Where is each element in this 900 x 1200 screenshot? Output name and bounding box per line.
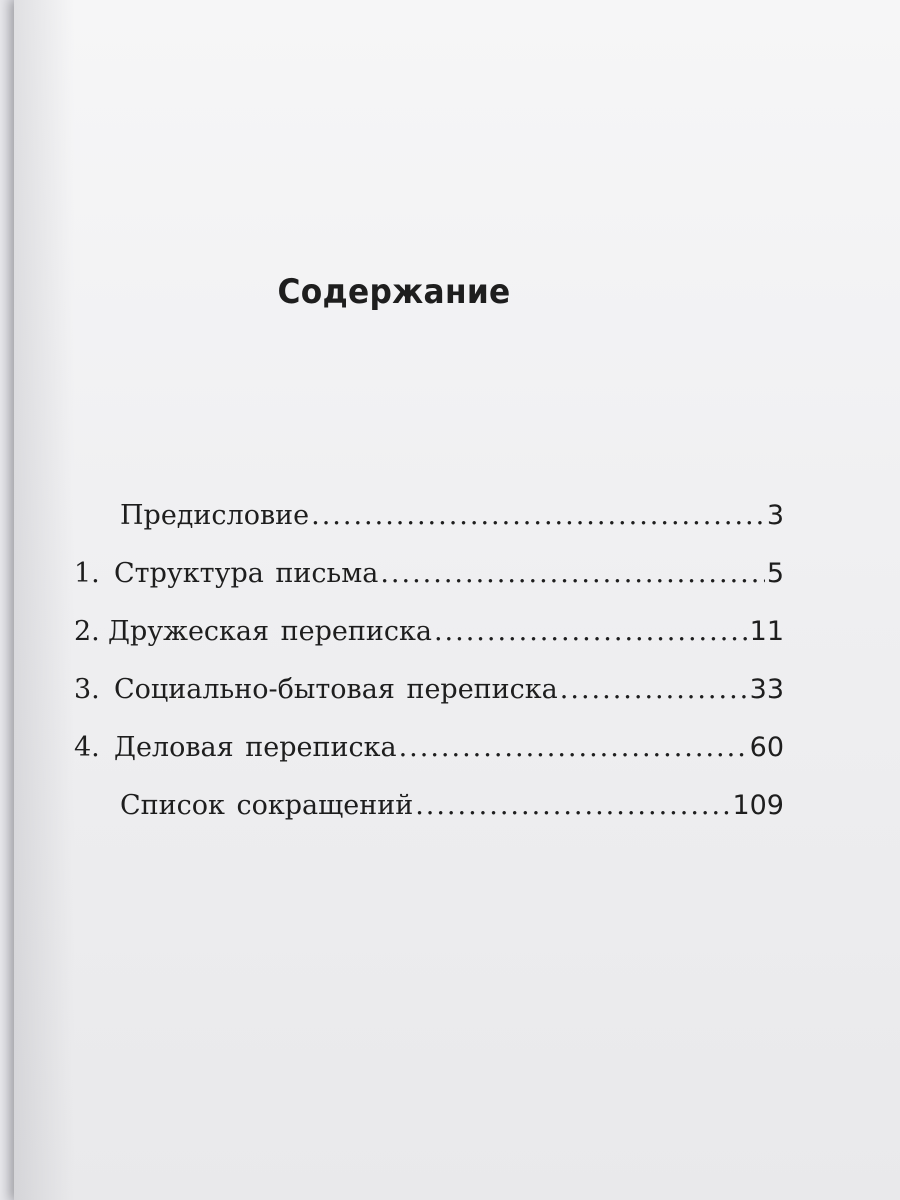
toc-entry-abbreviations <box>74 790 784 848</box>
toc-entry-label: Дружеская переписка <box>108 616 432 647</box>
toc-entry-page: 5 <box>766 558 784 589</box>
page-gutter-shadow <box>14 0 74 1200</box>
toc-dot-leader <box>380 558 764 589</box>
toc-entry-number: 4. <box>74 732 100 763</box>
toc-entry-label: Деловая переписка <box>114 732 397 763</box>
toc-entry-page: 11 <box>749 616 784 647</box>
previous-page-edge <box>0 0 15 1200</box>
toc-entry-preface <box>74 500 784 558</box>
toc-entry-number: 3. <box>74 674 100 705</box>
toc-dot-leader <box>415 790 730 821</box>
toc-dot-leader <box>399 732 748 763</box>
toc-entry-page: 60 <box>749 732 784 763</box>
toc-entry-number: 1. <box>74 558 100 589</box>
toc-entry-label: Предисловие <box>120 500 310 531</box>
toc-entry-number: 2. <box>74 616 100 647</box>
toc-entry-label: Социально-бытовая переписка <box>114 674 558 705</box>
toc-dot-leader <box>311 500 765 531</box>
toc-entry-chapter-3 <box>74 674 784 732</box>
toc-entry-chapter-1 <box>74 558 784 616</box>
toc-entry-chapter-4 <box>74 732 784 790</box>
toc-entry-chapter-2 <box>74 616 784 674</box>
book-page <box>14 0 900 1200</box>
page-title: Содержание <box>277 272 511 312</box>
table-of-contents <box>74 500 784 848</box>
toc-dot-leader <box>560 674 748 705</box>
toc-entry-label: Список сокращений <box>120 790 414 821</box>
toc-entry-page: 3 <box>766 500 784 531</box>
toc-entry-page: 33 <box>749 674 784 705</box>
toc-dot-leader <box>434 616 748 647</box>
toc-entry-label: Структура письма <box>114 558 379 589</box>
toc-entry-page: 109 <box>732 790 784 821</box>
